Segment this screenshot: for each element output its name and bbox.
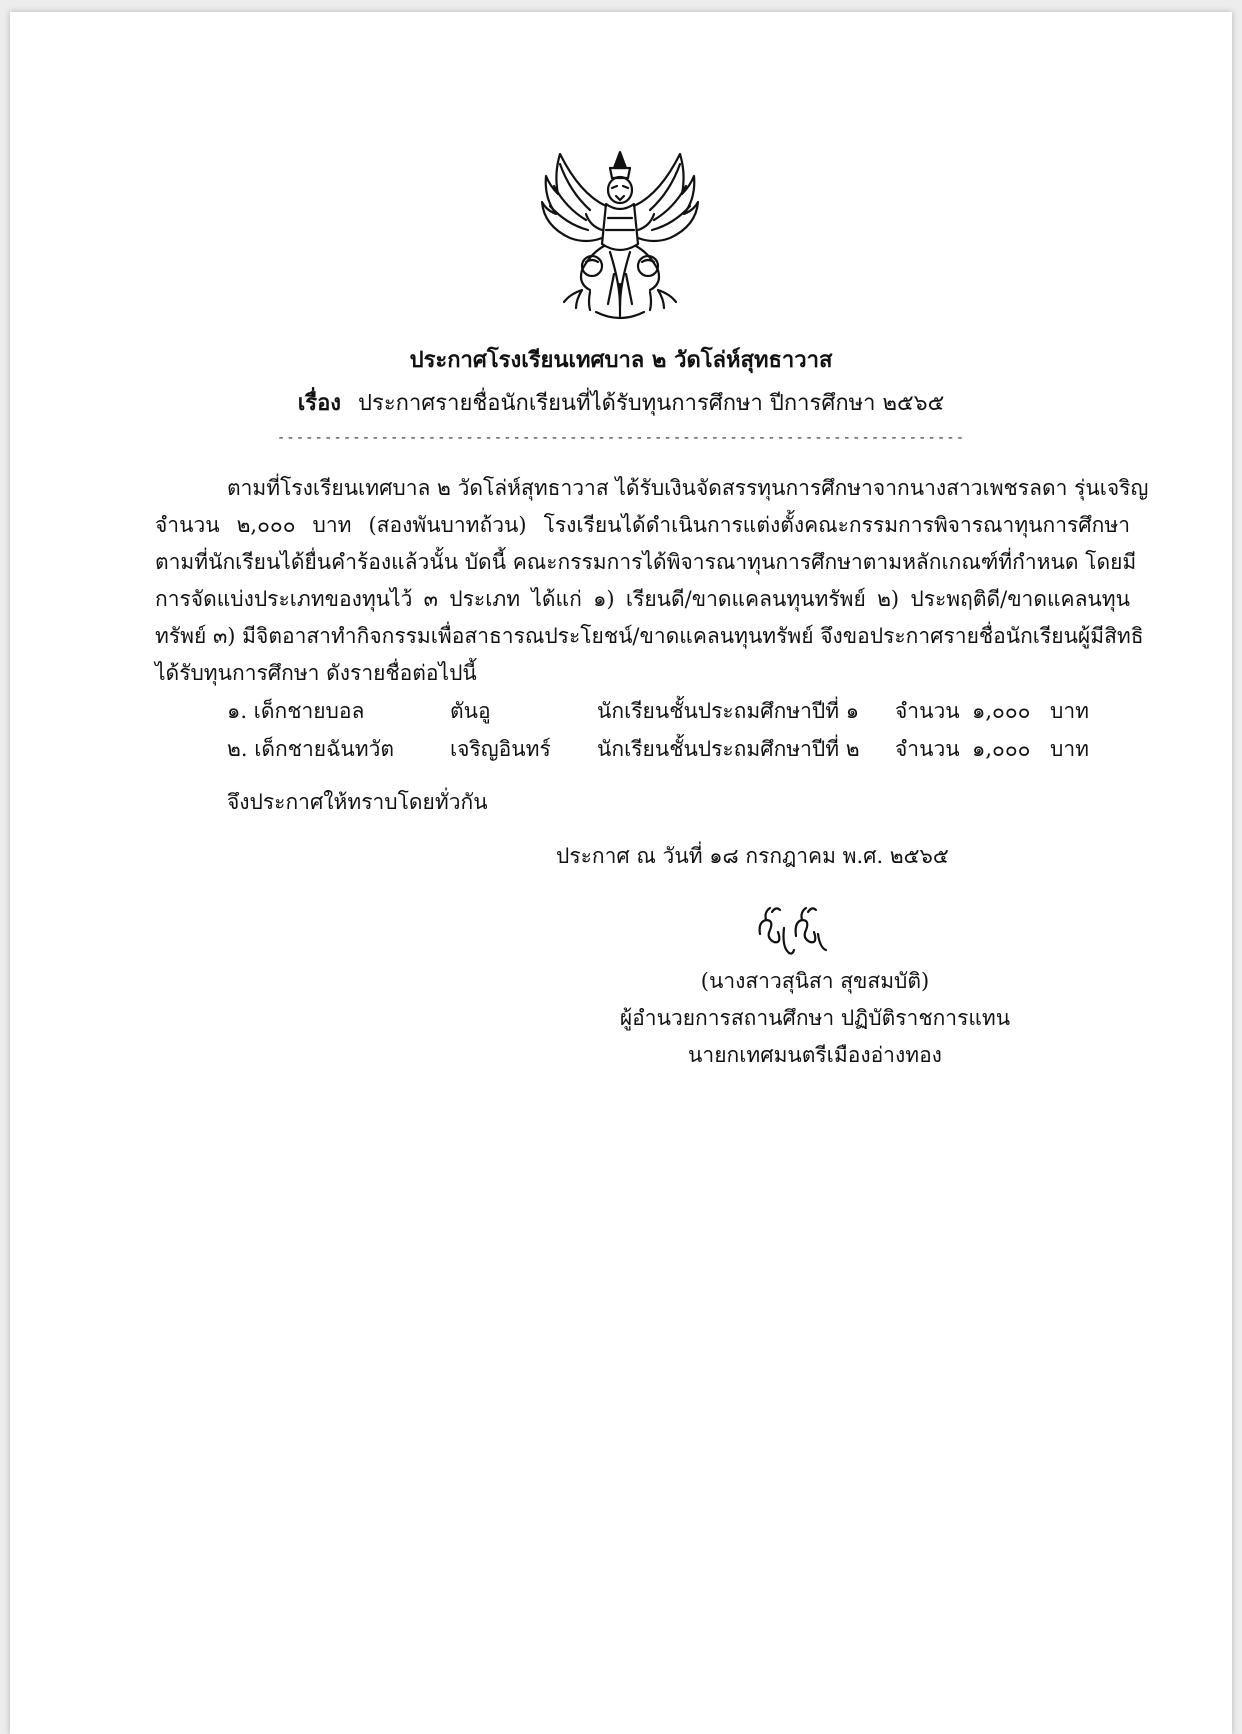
recipient-unit: บาท — [1050, 699, 1089, 723]
recipient-name: ๑. เด็กชายบอล — [227, 699, 365, 723]
recipient-grade: นักเรียนชั้นประถมศึกษาปีที่ ๒ — [597, 737, 860, 761]
recipient-unit: บาท — [1050, 737, 1089, 761]
signer-office: นายกเทศมนตรีเมืองอ่างทอง — [688, 1043, 942, 1067]
subject-text: ประกาศรายชื่อนักเรียนที่ได้รับทุนการศึกษา ปีการศึกษา ๒๕๖๕ — [358, 391, 945, 416]
handwritten-signature — [748, 900, 838, 960]
announcement-title: ประกาศโรงเรียนเทศบาล ๒ วัดโล่ห์สุทธาวาส — [409, 347, 833, 373]
recipient-amount: ๑,๐๐๐ — [972, 737, 1031, 761]
recipient-name: ๒. เด็กชายฉันทวัต — [227, 737, 395, 761]
body-line: จำนวน ๒,๐๐๐ บาท (สองพันบาทถ้วน) โรงเรียนได้ดำเนินการแต่งตั้งคณะกรรมการพิจารณาทุนการศึกษา — [155, 513, 1130, 537]
divider: ------------------------------------------------------------------------- — [276, 430, 966, 446]
subject-line — [0, 385, 1242, 420]
recipient-amount-label: จำนวน — [895, 699, 960, 723]
recipient-surname: ตันอู — [450, 699, 491, 723]
signer-position: ผู้อำนวยการสถานศึกษา ปฏิบัติราชการแทน — [619, 1006, 1011, 1030]
body-line: การจัดแบ่งประเภทของทุนไว้ ๓ ประเภท ได้แก่ ๑) เรียนดี/ขาดแคลนทุนทรัพย์ ๒) ประพฤติดี/ขาดแคลนทุน — [155, 587, 1130, 611]
recipient-amount: ๑,๐๐๐ — [972, 699, 1031, 723]
body-line: ได้รับทุนการศึกษา ดังรายชื่อต่อไปนี้ — [155, 661, 477, 685]
recipient-amount-label: จำนวน — [895, 737, 960, 761]
announcement-date: ประกาศ ณ วันที่ ๑๘ กรกฎาคม พ.ศ. ๒๕๖๕ — [556, 844, 949, 868]
body-line: ตามที่โรงเรียนเทศบาล ๒ วัดโล่ห์สุทธาวาส ได้รับเงินจัดสรรทุนการศึกษาจากนางสาวเพชรลดา รุ่นเจริญ — [227, 476, 1149, 500]
garuda-emblem-icon — [520, 134, 720, 334]
recipient-surname: เจริญอินทร์ — [450, 737, 551, 761]
body-line: ตามที่นักเรียนได้ยื่นคำร้องแล้วนั้น บัดนี้ คณะกรรมการได้พิจารณาทุนการศึกษาตามหลักเกณฑ์ที่กำหนด โดยมี — [155, 550, 1137, 574]
subject-label: เรื่อง — [297, 390, 342, 416]
closing-statement: จึงประกาศให้ทราบโดยทั่วกัน — [227, 790, 488, 814]
signer-name: (นางสาวสุนิสา สุขสมบัติ) — [700, 969, 930, 993]
body-line: ทรัพย์ ๓) มีจิตอาสาทำกิจกรรมเพื่อสาธารณประโยชน์/ขาดแคลนทุนทรัพย์ จึงขอประกาศรายชื่อนักเรียนผู้มีสิทธิ — [155, 624, 1144, 648]
recipient-grade: นักเรียนชั้นประถมศึกษาปีที่ ๑ — [597, 699, 860, 723]
body-paragraph — [155, 470, 1149, 692]
